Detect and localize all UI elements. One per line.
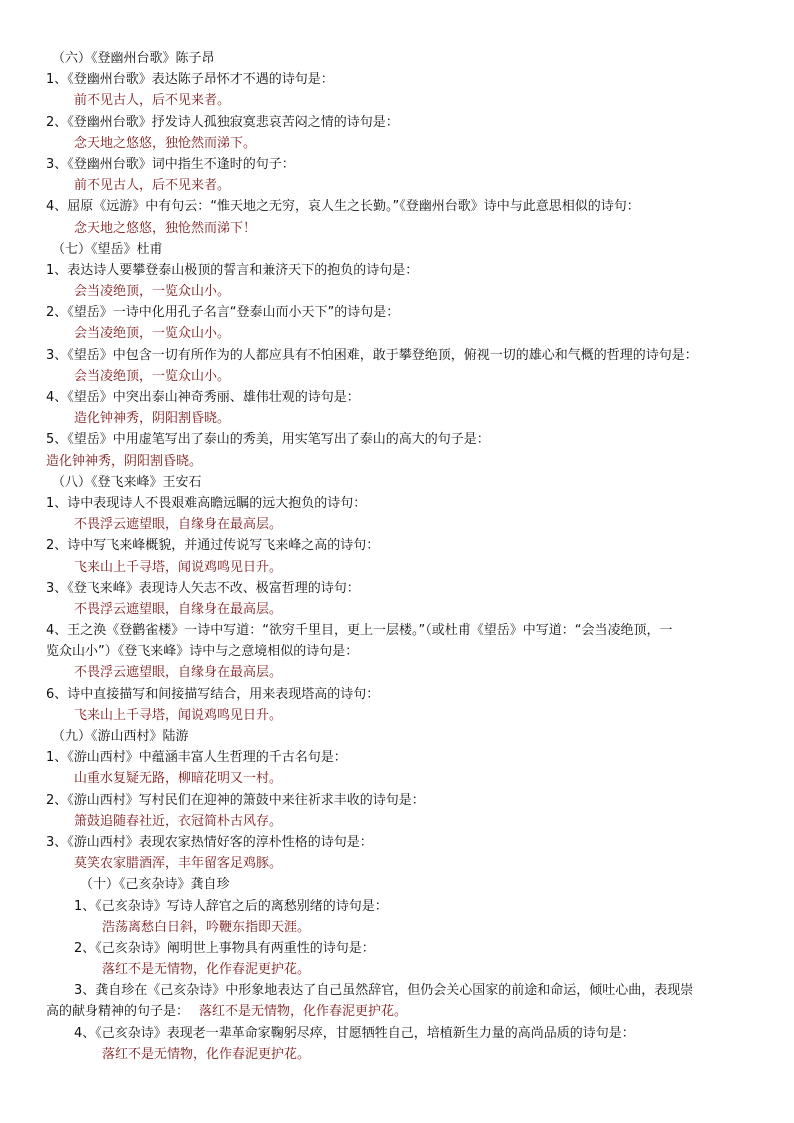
document-page xyxy=(0,48,794,1065)
answer: 莫笑农家腊酒浑，丰年留客足鸡豚。 xyxy=(74,856,283,872)
question: 1、《登幽州台歌》表达陈子昂怀才不遇的诗句是： xyxy=(46,72,334,88)
answer: 前不见古人，后不见来者。 xyxy=(74,93,231,109)
answer: 造化钟神秀，阴阳割昏晓。 xyxy=(46,453,203,469)
answer: 不畏浮云遮望眼，自缘身在最高层。 xyxy=(74,665,283,681)
question: 1、诗中表现诗人不畏艰难高瞻远瞩的远大抱负的诗句： xyxy=(46,495,367,511)
answer: 落红不是无情物，化作春泥更护花。 xyxy=(102,1046,311,1062)
question: 4、《望岳》中突出泰山神奇秀丽、雄伟壮观的诗句是： xyxy=(46,390,360,405)
question: 3、《登幽州台歌》词中指生不逢时的句子： xyxy=(46,156,295,172)
question: 2、《己亥杂诗》阐明世上事物具有两重性的诗句是： xyxy=(74,940,375,956)
answer: 不畏浮云遮望眼，自缘身在最高层。 xyxy=(74,601,283,617)
question: 1、《己亥杂诗》写诗人辞官之后的离愁别绪的诗句是： xyxy=(74,898,388,914)
answer: 会当凌绝顶，一览众山小。 xyxy=(74,326,231,342)
question: 2、诗中写飞来峰概貌，并通过传说写飞来峰之高的诗句： xyxy=(46,538,380,554)
question: 2、《登幽州台歌》抒发诗人孤独寂寞悲哀苦闷之情的诗句是： xyxy=(46,114,399,130)
answer: 念天地之悠悠，独怆然而涕下。 xyxy=(74,135,257,151)
answer: 飞来山上千寻塔，闻说鸡鸣见日升。 xyxy=(74,559,283,575)
question: 3、《望岳》中包含一切有所作为的人都应具有不怕困难，敢于攀登绝顶，俯视一切的雄心和气概的哲理的诗句是： xyxy=(46,347,698,363)
answer: 箫鼓追随春社近，衣冠简朴古风存。 xyxy=(74,813,283,829)
question: 3、《登飞来峰》表现诗人矢志不改、极富哲理的诗句： xyxy=(46,580,360,596)
question: 1、《游山西村》中蕴涵丰富人生哲理的千古名句是： xyxy=(46,750,347,766)
answer: 落红不是无情物，化作春泥更护花。 xyxy=(102,962,311,978)
question: 5、《望岳》中用虚笔写出了泰山的秀美，用实笔写出了泰山的高大的句子是： xyxy=(46,432,490,448)
question: 4、《己亥杂诗》表现老一辈革命家鞠躬尽瘁，甘愿牺牲自己，培植新生力量的高尚品质的诗句是： xyxy=(74,1025,635,1041)
answer: 造化钟神秀，阴阳割昏晓。 xyxy=(74,411,231,427)
question: 3、《游山西村》表现农家热情好客的淳朴性格的诗句是： xyxy=(46,834,373,850)
question: 2、《游山西村》写村民们在迎神的箫鼓中来往祈求丰收的诗句是： xyxy=(46,792,425,808)
section-title-7: （七）《望岳》杜甫 xyxy=(52,241,163,257)
question: 4、王之涣《登鹳雀楼》一诗中写道：“欲穷千里目，更上一层楼。”（或杜甫《望岳》中写道：“会当凌绝顶，一 xyxy=(46,623,673,639)
answer: 飞来山上千寻塔，闻说鸡鸣见日升。 xyxy=(74,707,283,723)
question: 4、屈原《远游》中有句云：“惟天地之无穷，哀人生之长勤。”《登幽州台歌》诗中与此意思相似的诗句： xyxy=(46,199,640,215)
question: 1、表达诗人要攀登泰山极顶的誓言和兼济天下的抱负的诗句是： xyxy=(46,262,419,278)
question-continuation: 览众山小”）《登飞来峰》诗中与之意境相似的诗句是： xyxy=(46,644,359,660)
answer: 会当凌绝顶，一览众山小。 xyxy=(74,368,231,384)
question: 2、《望岳》一诗中化用孔子名言“登泰山而小天下”的诗句是： xyxy=(46,305,400,321)
inline-answer: 落红不是无情物，化作春泥更护花。 xyxy=(199,1004,408,1020)
answer: 不畏浮云遮望眼，自缘身在最高层。 xyxy=(74,517,283,533)
question: 6、诗中直接描写和间接描写结合，用来表现塔高的诗句： xyxy=(46,686,380,702)
answer: 前不见古人，后不见来者。 xyxy=(74,178,231,194)
question: 3、龚自珍在《己亥杂诗》中形象地表达了自己虽然辞官，但仍会关心国家的前途和命运，倾吐心曲，表现崇 xyxy=(74,983,694,999)
answer: 会当凌绝顶，一览众山小。 xyxy=(74,284,231,300)
answer: 山重水复疑无路，柳暗花明又一村。 xyxy=(74,771,283,787)
question-continuation xyxy=(0,1001,794,1022)
answer: 念天地之悠悠，独怆然而涕下！ xyxy=(74,220,257,236)
section-title-9: （九）《游山西村》陆游 xyxy=(52,729,189,744)
answer: 浩荡离愁白日斜，吟鞭东指即天涯。 xyxy=(102,919,311,935)
section-title-6: （六）《登幽州台歌》陈子昂 xyxy=(52,51,215,66)
section-title-10: （十）《己亥杂诗》龚自珍 xyxy=(80,877,230,893)
section-title-8: （八）《登飞来峰》王安石 xyxy=(52,474,202,490)
question-text: 高的献身精神的句子是： xyxy=(46,1004,190,1020)
